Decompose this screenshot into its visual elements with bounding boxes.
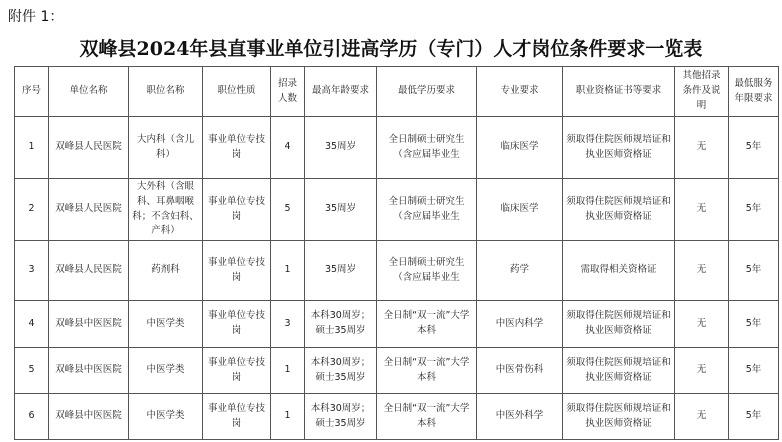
cell-age: 35周岁 bbox=[305, 241, 377, 301]
cell-no: 5 bbox=[15, 348, 49, 394]
cell-unit: 双峰县中医医院 bbox=[49, 301, 129, 348]
cell-service: 5年 bbox=[729, 394, 779, 440]
cell-unit: 双峰县中医医院 bbox=[49, 394, 129, 440]
table-header-row bbox=[15, 67, 779, 117]
cell-edu: 全日制硕士研究生（含应届毕业生 bbox=[377, 241, 477, 301]
cell-other: 无 bbox=[675, 348, 729, 394]
cell-cert: 需取得相关资格证 bbox=[563, 241, 675, 301]
header-no: 序号 bbox=[15, 67, 49, 117]
cell-age: 本科30周岁；硕士35周岁 bbox=[305, 394, 377, 440]
header-service: 最低服务年限要求 bbox=[729, 67, 779, 117]
header-major: 专业要求 bbox=[477, 67, 563, 117]
header-nature: 职位性质 bbox=[203, 67, 271, 117]
cell-nature: 事业单位专技岗 bbox=[203, 117, 271, 179]
page-title: 双峰县2024年县直事业单位引进高学历（专门）人才岗位条件要求一览表 bbox=[79, 38, 703, 60]
header-other: 其他招录条件及说明 bbox=[675, 67, 729, 117]
attachment-label: 附件 1： bbox=[8, 9, 64, 25]
cell-service: 5年 bbox=[729, 348, 779, 394]
cell-service: 5年 bbox=[729, 301, 779, 348]
table-row bbox=[15, 241, 779, 301]
cell-nature: 事业单位专技岗 bbox=[203, 179, 271, 241]
header-cert: 职业资格证书等要求 bbox=[563, 67, 675, 117]
cell-unit: 双峰县中医医院 bbox=[49, 348, 129, 394]
table-row bbox=[15, 179, 779, 241]
cell-nature: 事业单位专技岗 bbox=[203, 394, 271, 440]
cell-count: 5 bbox=[271, 179, 305, 241]
table-row bbox=[15, 301, 779, 348]
cell-nature: 事业单位专技岗 bbox=[203, 241, 271, 301]
cell-nature: 事业单位专技岗 bbox=[203, 301, 271, 348]
cell-unit: 双峰县人民医院 bbox=[49, 117, 129, 179]
cell-service: 5年 bbox=[729, 117, 779, 179]
cell-age: 35周岁 bbox=[305, 117, 377, 179]
cell-major: 中医外科学 bbox=[477, 394, 563, 440]
table-row bbox=[15, 117, 779, 179]
cell-other: 无 bbox=[675, 179, 729, 241]
header-edu: 最低学历要求 bbox=[377, 67, 477, 117]
cell-major: 药学 bbox=[477, 241, 563, 301]
cell-cert: 须取得住院医师规培证和执业医师资格证 bbox=[563, 301, 675, 348]
cell-other: 无 bbox=[675, 301, 729, 348]
cell-service: 5年 bbox=[729, 179, 779, 241]
cell-no: 1 bbox=[15, 117, 49, 179]
cell-no: 4 bbox=[15, 301, 49, 348]
cell-no: 6 bbox=[15, 394, 49, 440]
cell-other: 无 bbox=[675, 241, 729, 301]
cell-other: 无 bbox=[675, 117, 729, 179]
cell-unit: 双峰县人民医院 bbox=[49, 179, 129, 241]
cell-edu: 全日制“双一流”大学本科 bbox=[377, 394, 477, 440]
cell-post: 大外科（含眼科、耳鼻咽喉科；不含妇科、产科） bbox=[129, 179, 203, 241]
table-row bbox=[15, 394, 779, 440]
cell-age: 35周岁 bbox=[305, 179, 377, 241]
cell-age: 本科30周岁；硕士35周岁 bbox=[305, 301, 377, 348]
table-row bbox=[15, 348, 779, 394]
cell-post: 药剂科 bbox=[129, 241, 203, 301]
cell-major: 临床医学 bbox=[477, 179, 563, 241]
cell-post: 中医学类 bbox=[129, 394, 203, 440]
cell-major: 中医内科学 bbox=[477, 301, 563, 348]
cell-count: 1 bbox=[271, 241, 305, 301]
cell-cert: 须取得住院医师规培证和执业医师资格证 bbox=[563, 179, 675, 241]
cell-count: 1 bbox=[271, 348, 305, 394]
cell-no: 3 bbox=[15, 241, 49, 301]
cell-unit: 双峰县人民医院 bbox=[49, 241, 129, 301]
cell-nature: 事业单位专技岗 bbox=[203, 348, 271, 394]
cell-edu: 全日制“双一流”大学本科 bbox=[377, 348, 477, 394]
cell-cert: 须取得住院医师规培证和执业医师资格证 bbox=[563, 348, 675, 394]
cell-post: 中医学类 bbox=[129, 348, 203, 394]
cell-major: 中医骨伤科 bbox=[477, 348, 563, 394]
header-post: 职位名称 bbox=[129, 67, 203, 117]
header-unit: 单位名称 bbox=[49, 67, 129, 117]
cell-edu: 全日制硕士研究生（含应届毕业生 bbox=[377, 179, 477, 241]
cell-no: 2 bbox=[15, 179, 49, 241]
cell-edu: 全日制硕士研究生（含应届毕业生 bbox=[377, 117, 477, 179]
cell-age: 本科30周岁；硕士35周岁 bbox=[305, 348, 377, 394]
cell-cert: 须取得住院医师规培证和执业医师资格证 bbox=[563, 117, 675, 179]
cell-count: 3 bbox=[271, 301, 305, 348]
cell-post: 大内科（含儿科） bbox=[129, 117, 203, 179]
positions-table bbox=[14, 66, 779, 440]
header-age: 最高年龄要求 bbox=[305, 67, 377, 117]
cell-count: 1 bbox=[271, 394, 305, 440]
cell-major: 临床医学 bbox=[477, 117, 563, 179]
header-count: 招录人数 bbox=[271, 67, 305, 117]
cell-cert: 须取得住院医师规培证和执业医师资格证 bbox=[563, 394, 675, 440]
cell-post: 中医学类 bbox=[129, 301, 203, 348]
cell-count: 4 bbox=[271, 117, 305, 179]
cell-other: 无 bbox=[675, 394, 729, 440]
cell-service: 5年 bbox=[729, 241, 779, 301]
cell-edu: 全日制“双一流”大学本科 bbox=[377, 301, 477, 348]
